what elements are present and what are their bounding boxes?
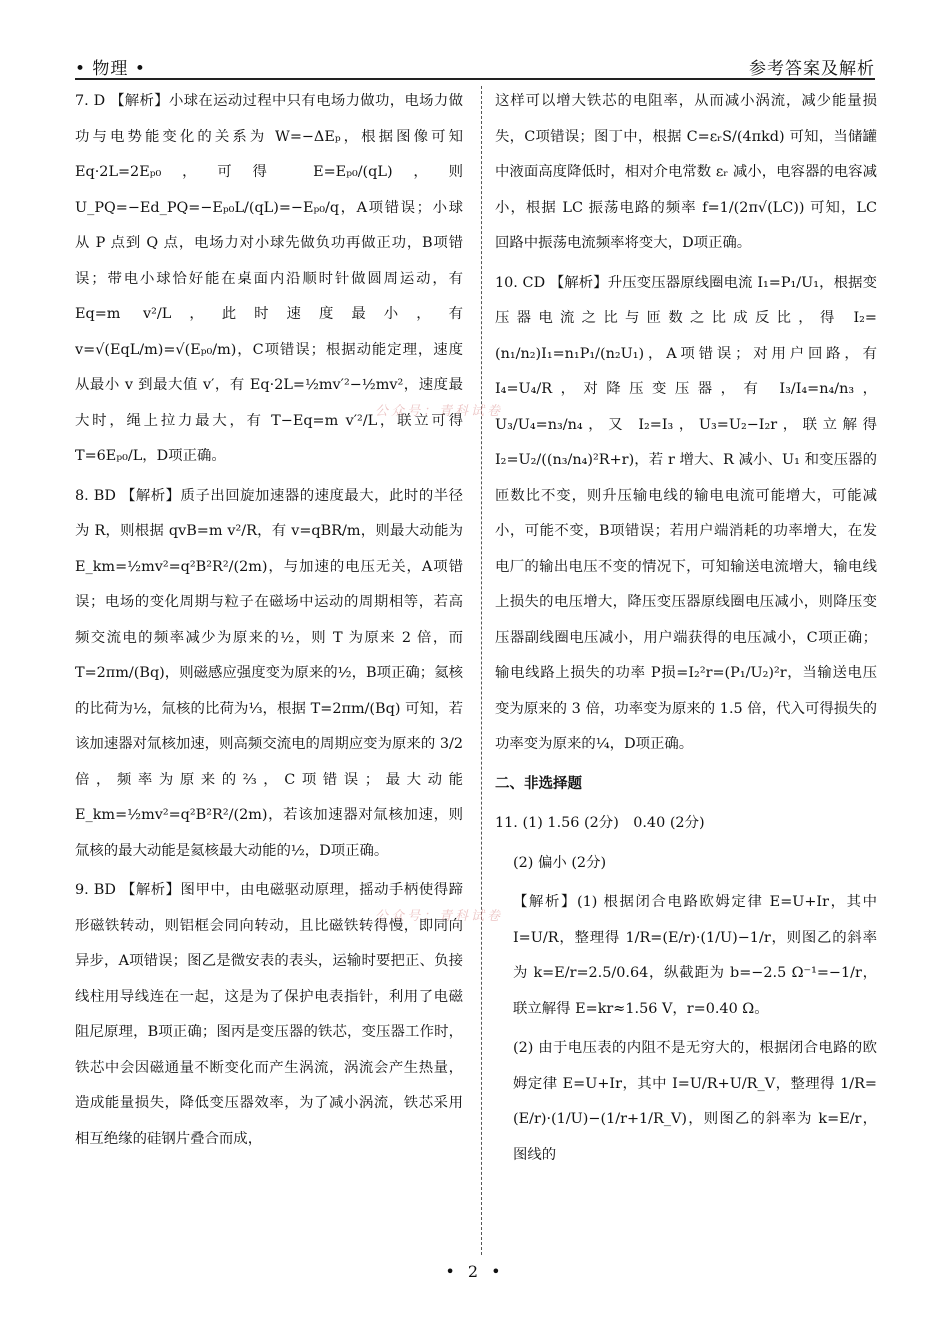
page-header <box>75 52 875 80</box>
watermark-text: 公众号：青科试卷 <box>375 404 504 419</box>
answer-item-9: 9. BD 【解析】图甲中，由电磁驱动原理，摇动手柄使得蹄形磁铁转动，则铝框会同向转动，且比磁铁转得慢，即同向异步，A项错误；图乙是微安表的表头，运输时要把正、负接线柱用导线连在一起，这是为了保护电表指针，利用了电磁阻尼原理，B项正确；图丙是变压器的铁芯，变压器工作时，铁芯中会因磁通量不断变化而产生涡流，涡流会产生热量，造成能量损失，降低变压器效率，为了减小涡流，铁芯采用相互绝缘的硅钢片叠合而成， <box>75 882 463 1147</box>
answer-item-11-part1: 11. (1) 1.56 (2分) 0.40 (2分) <box>495 815 705 831</box>
section-label: 参考答案及解析 <box>749 59 875 79</box>
answer-item-11-analysis-2: (2) 由于电压表的内阻不是无穷大的，根据闭合电路的欧姆定律 E=U+Ir，其中 I=U/R+U/R_V，整理得 1/R=(E/r)·(1/U)−(1/r+1/R_V)，则图乙的斜率为 k=E/r，图线的 <box>513 1040 877 1163</box>
answer-item-10: 10. CD 【解析】升压变压器原线圈电流 I₁=P₁/U₁，根据变压器电流之比与匝数之比成反比，得 I₂=(n₁/n₂)I₁=n₁P₁/(n₂U₁)，A项错误；对用户回路，有 I₄=U₄/R，对降压变压器，有 I₃/I₄=n₄/n₃，U₃/U₄=n₃/n₄，又 I₂=I₃，U₃=U₂−I₂r，联立解得 I₂=U₂/((n₃/n₄)²R+r)，若 r 增大、R 减小、U₁ 和变压器的匝数比不变，则升压输电线的输电电流可能增大，可能减小，可能不变，B项错误；若用户端消耗的功率增大，在发电厂的输出电压不变的情况下，可知输送电流增大，输电线上损失的电压增大，降压变压器原线圈电压减小，则降压变压器副线圈电压减小，用户端获得的电压减小，C项正确；输电线路上损失的功率 P损=I₂²r=(P₁/U₂)²r，当输送电压变为原来的 3 倍，功率变为原来的 1.5 倍，代入可得损失的功率变为原来的¼，D项正确。 <box>495 274 877 752</box>
watermark-text: 公众号：青科试卷 <box>375 909 504 924</box>
answer-item-11-analysis-1: 【解析】(1) 根据闭合电路欧姆定律 E=U+Ir，其中 I=U/R，整理得 1/R=(E/r)·(1/U)−1/r，则图乙的斜率为 k=E/r=2.5/0.64，纵截距为 b=−2.5 Ω⁻¹=−1/r，联立解得 E=kr≈1.56 V，r=0.40 Ω。 <box>513 894 877 1017</box>
answer-item-7: 7. D 【解析】小球在运动过程中只有电场力做功，电场力做功与电势能变化的关系为 W=−ΔEₚ，根据图像可知 Eq·2L=2Eₚ₀，可得 E=Eₚ₀/(qL)，则 U_PQ=−Ed_PQ=−Eₚ₀L/(qL)=−Eₚ₀/q，A项错误；小球从 P 点到 Q 点，电场力对小球先做负功再做正功，B项错误；带电小球恰好能在桌面内沿顺时针做圆周运动，有 Eq=m v²/L，此时速度最小，有 v=√(EqL/m)=√(Eₚ₀/m)，C项错误；根据动能定理，速度从最小 v 到最大值 v′，有 Eq·2L=½mv′²−½mv²，速度最大时，绳上拉力最大，有 T−Eq=m v′²/L，联立可得 T=6Eₚ₀/L，D项正确。 <box>75 93 463 464</box>
section-heading: 二、非选择题 <box>495 775 582 792</box>
subject-label: • 物理 • <box>75 59 146 79</box>
left-column <box>75 84 463 1246</box>
answer-item-9-continued: 这样可以增大铁芯的电阻率，从而减小涡流，减少能量损失，C项错误；图丁中，根据 C=εᵣS/(4πkd) 可知，当储罐中液面高度降低时，相对介电常数 εᵣ 减小，电容器的电容减小，根据 LC 振荡电路的频率 f=1/(2π√(LC)) 可知，LC 回路中振荡电流频率将变大，D项正确。 <box>495 93 877 251</box>
answer-item-11-part2: (2) 偏小 (2分) <box>513 854 607 871</box>
answer-item-8: 8. BD 【解析】质子出回旋加速器的速度最大，此时的半径为 R，则根据 qvB=m v²/R，有 v=qBR/m，则最大动能为 E_km=½mv²=q²B²R²/(2m)，与加速的电压无关，A项错误；电场的变化周期与粒子在磁场中运动的周期相等，若高频交流电的频率减少为原来的½，则 T 为原来 2 倍，而 T=2πm/(Bq)，则磁感应强度变为原来的½，B项正确；氦核的比荷为½，氚核的比荷为⅓，根据 T=2πm/(Bq) 可知，若该加速器对氚核加速，则高频交流电的周期应变为原来的 3/2 倍，频率为原来的⅔，C项错误；最大动能 E_km=½mv²=q²B²R²/(2m)，若该加速器对氚核加速，则氚核的最大动能是氦核最大动能的½，D项正确。 <box>75 487 463 859</box>
right-column <box>495 84 877 1246</box>
page-number: • 2 • <box>445 1262 505 1281</box>
column-divider <box>481 86 482 1255</box>
